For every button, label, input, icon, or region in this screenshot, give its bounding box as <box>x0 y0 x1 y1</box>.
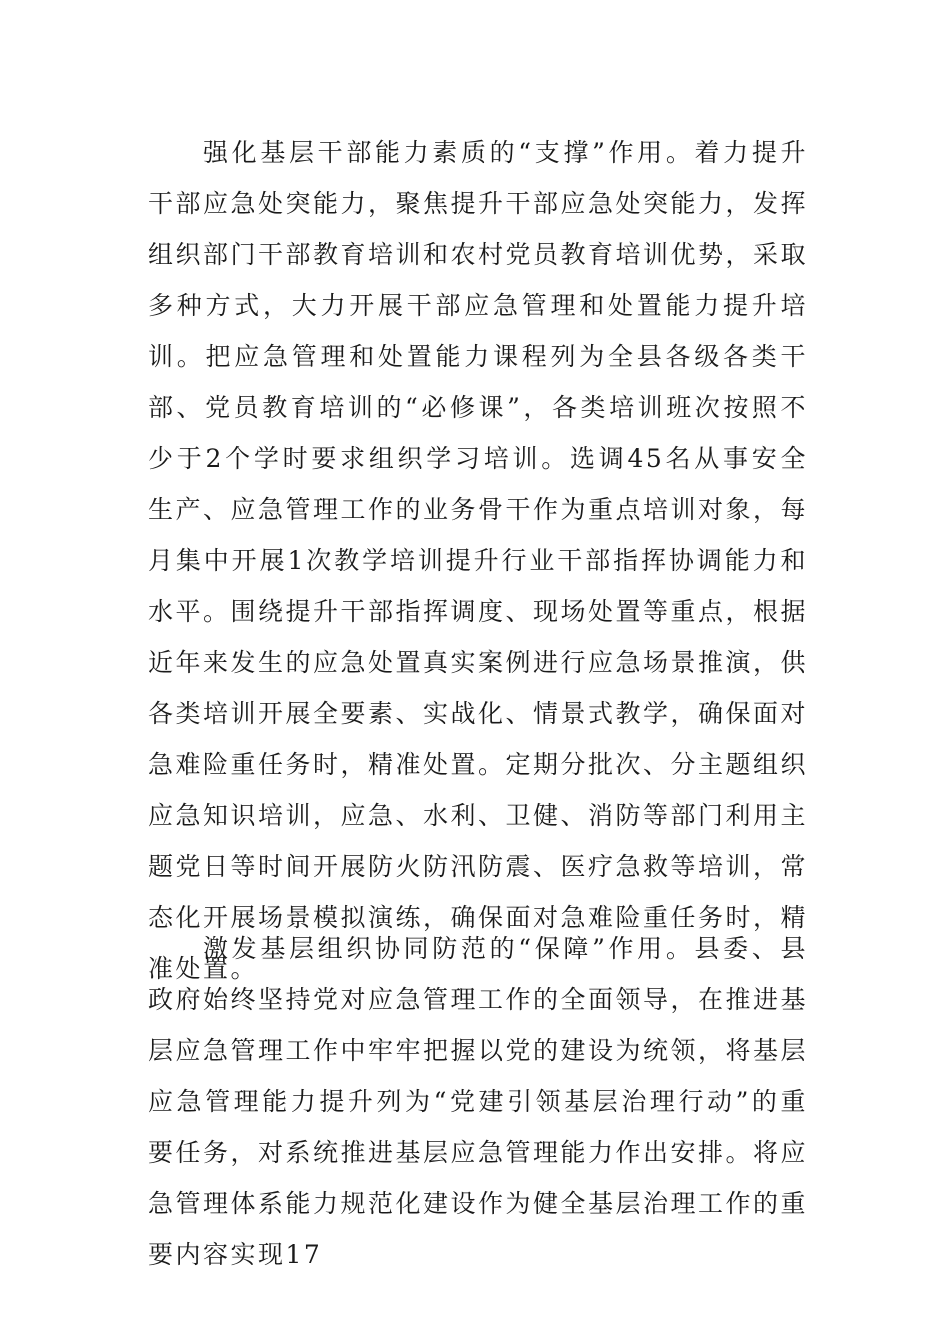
paragraph-grassroots-organization: 激发基层组织协同防范的“保障”作用。县委、县政府始终坚持党对应急管理工作的全面领导，在推进基层应急管理工作中牢牢把握以党的建设为统领，将基层应急管理能力提升列为“党建引领基层治理行动”的重要任务，对系统推进基层应急管理能力作出安排。将应急管理体系能力规范化建设作为健全基层治理工作的重要内容实现17 <box>148 934 809 1269</box>
paragraph-cadre-capability: 强化基层干部能力素质的“支撑”作用。着力提升干部应急处突能力，聚焦提升干部应急处突能力，发挥组织部门干部教育培训和农村党员教育培训优势，采取多种方式，大力开展干部应急管理和处置能力提升培训。把应急管理和处置能力课程列为全县各级各类干部、党员教育培训的“必修课”，各类培训班次按照不少于2个学时要求组织学习培训。选调45名从事安全生产、应急管理工作的业务骨干作为重点培训对象，每月集中开展1次教学培训提升行业干部指挥协调能力和水平。围绕提升干部指挥调度、现场处置等重点，根据近年来发生的应急处置真实案例进行应急场景推演，供各类培训开展全要素、实战化、情景式教学，确保面对急难险重任务时，精准处置。定期分批次、分主题组织应急知识培训，应急、水利、卫健、消防等部门利用主题党日等时间开展防火防汛防震、医疗急救等培训，常态化开展场景模拟演练，确保面对急难险重任务时，精准处置。 <box>148 138 809 983</box>
